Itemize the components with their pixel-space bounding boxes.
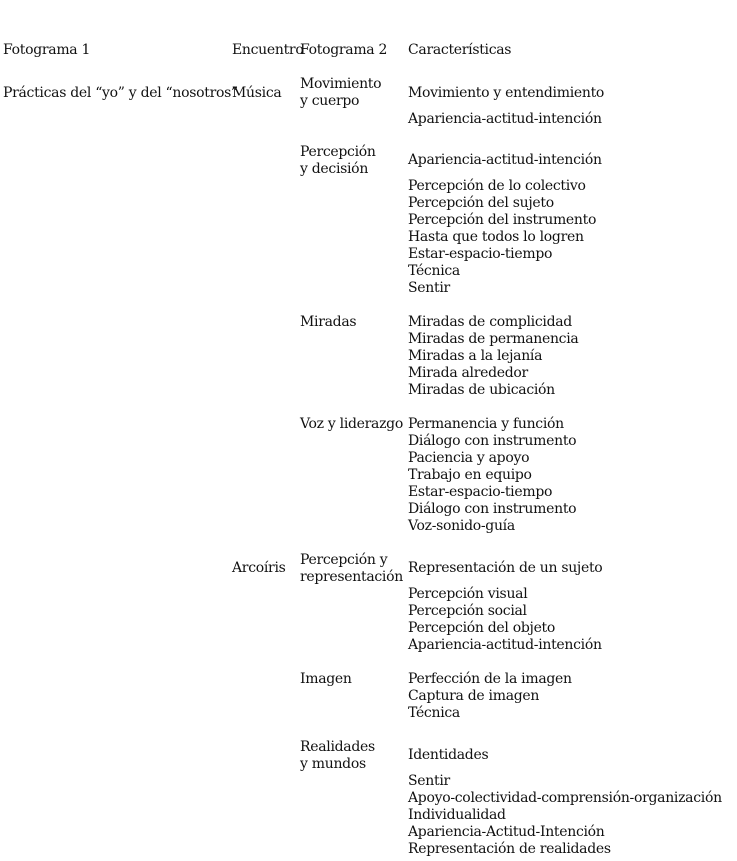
fotograma-1-label: Prácticas del “yo” y del “nosotros” <box>3 85 238 101</box>
caracteristica: Apariencia-actitud-intención <box>408 111 602 127</box>
caracteristica: Percepción del instrumento <box>408 212 597 228</box>
caracteristica: Apoyo-colectividad-comprensión-organización <box>408 790 722 806</box>
caracteristica: Hasta que todos lo logren <box>408 229 584 245</box>
caracteristica: Miradas de permanencia <box>408 331 579 347</box>
fotograma-2-voz-liderazgo: Voz y liderazgo <box>300 416 403 432</box>
caracteristica: Apariencia-Actitud-Intención <box>408 824 605 840</box>
caracteristica: Diálogo con instrumento <box>408 433 577 449</box>
caracteristica: Diálogo con instrumento <box>408 501 577 517</box>
caracteristica: Estar-espacio-tiempo <box>408 484 553 500</box>
fotograma-2-percepcion-decision-line1: Percepción <box>300 144 376 160</box>
caracteristica: Trabajo en equipo <box>408 467 532 483</box>
fotograma-2-miradas: Miradas <box>300 314 357 330</box>
caracteristica: Miradas de complicidad <box>408 314 572 330</box>
caracteristica: Sentir <box>408 773 450 789</box>
fotograma-2-percepcion-representacion-line1: Percepción y <box>300 552 388 568</box>
caracteristica: Percepción visual <box>408 586 528 602</box>
caracteristica: Sentir <box>408 280 450 296</box>
fotograma-2-realidades-mundos-line2: y mundos <box>300 756 366 772</box>
header-caracteristicas: Características <box>408 42 512 58</box>
caracteristica: Representación de un sujeto <box>408 560 603 576</box>
caracteristica: Movimiento y entendimiento <box>408 85 605 101</box>
caracteristica: Apariencia-actitud-intención <box>408 637 602 653</box>
caracteristica: Estar-espacio-tiempo <box>408 246 553 262</box>
fotograma-2-percepcion-representacion-line2: representación <box>300 569 403 585</box>
caracteristica: Técnica <box>408 263 460 279</box>
fotograma-2-movimiento-cuerpo-line2: y cuerpo <box>300 93 360 109</box>
encuentro-arcoiris: Arcoíris <box>232 560 286 576</box>
caracteristica: Miradas de ubicación <box>408 382 555 398</box>
caracteristica: Apariencia-actitud-intención <box>408 152 602 168</box>
caracteristica: Técnica <box>408 705 460 721</box>
caracteristica: Miradas a la lejanía <box>408 348 543 364</box>
caracteristica: Representación de realidades <box>408 841 611 857</box>
caracteristica: Percepción social <box>408 603 527 619</box>
fotograma-2-percepcion-decision-line2: y decisión <box>300 161 369 177</box>
header-fotograma-2: Fotograma 2 <box>300 42 388 58</box>
fotograma-2-realidades-mundos-line1: Realidades <box>300 739 375 755</box>
header-encuentro: Encuentro <box>232 42 304 58</box>
caracteristica: Captura de imagen <box>408 688 540 704</box>
fotograma-2-movimiento-cuerpo-line1: Movimiento <box>300 76 382 92</box>
caracteristica: Individualidad <box>408 807 506 823</box>
caracteristica: Mirada alrededor <box>408 365 528 381</box>
caracteristica: Identidades <box>408 747 489 763</box>
caracteristica: Percepción del objeto <box>408 620 556 636</box>
header-fotograma-1: Fotograma 1 <box>3 42 91 58</box>
encuentro-musica: Música <box>232 85 282 101</box>
caracteristica: Perfección de la imagen <box>408 671 572 687</box>
caracteristica: Percepción del sujeto <box>408 195 554 211</box>
caracteristica: Voz-sonido-guía <box>408 518 515 534</box>
fotograma-2-imagen: Imagen <box>300 671 352 687</box>
caracteristica: Permanencia y función <box>408 416 564 432</box>
caracteristica: Paciencia y apoyo <box>408 450 530 466</box>
caracteristica: Percepción de lo colectivo <box>408 178 586 194</box>
